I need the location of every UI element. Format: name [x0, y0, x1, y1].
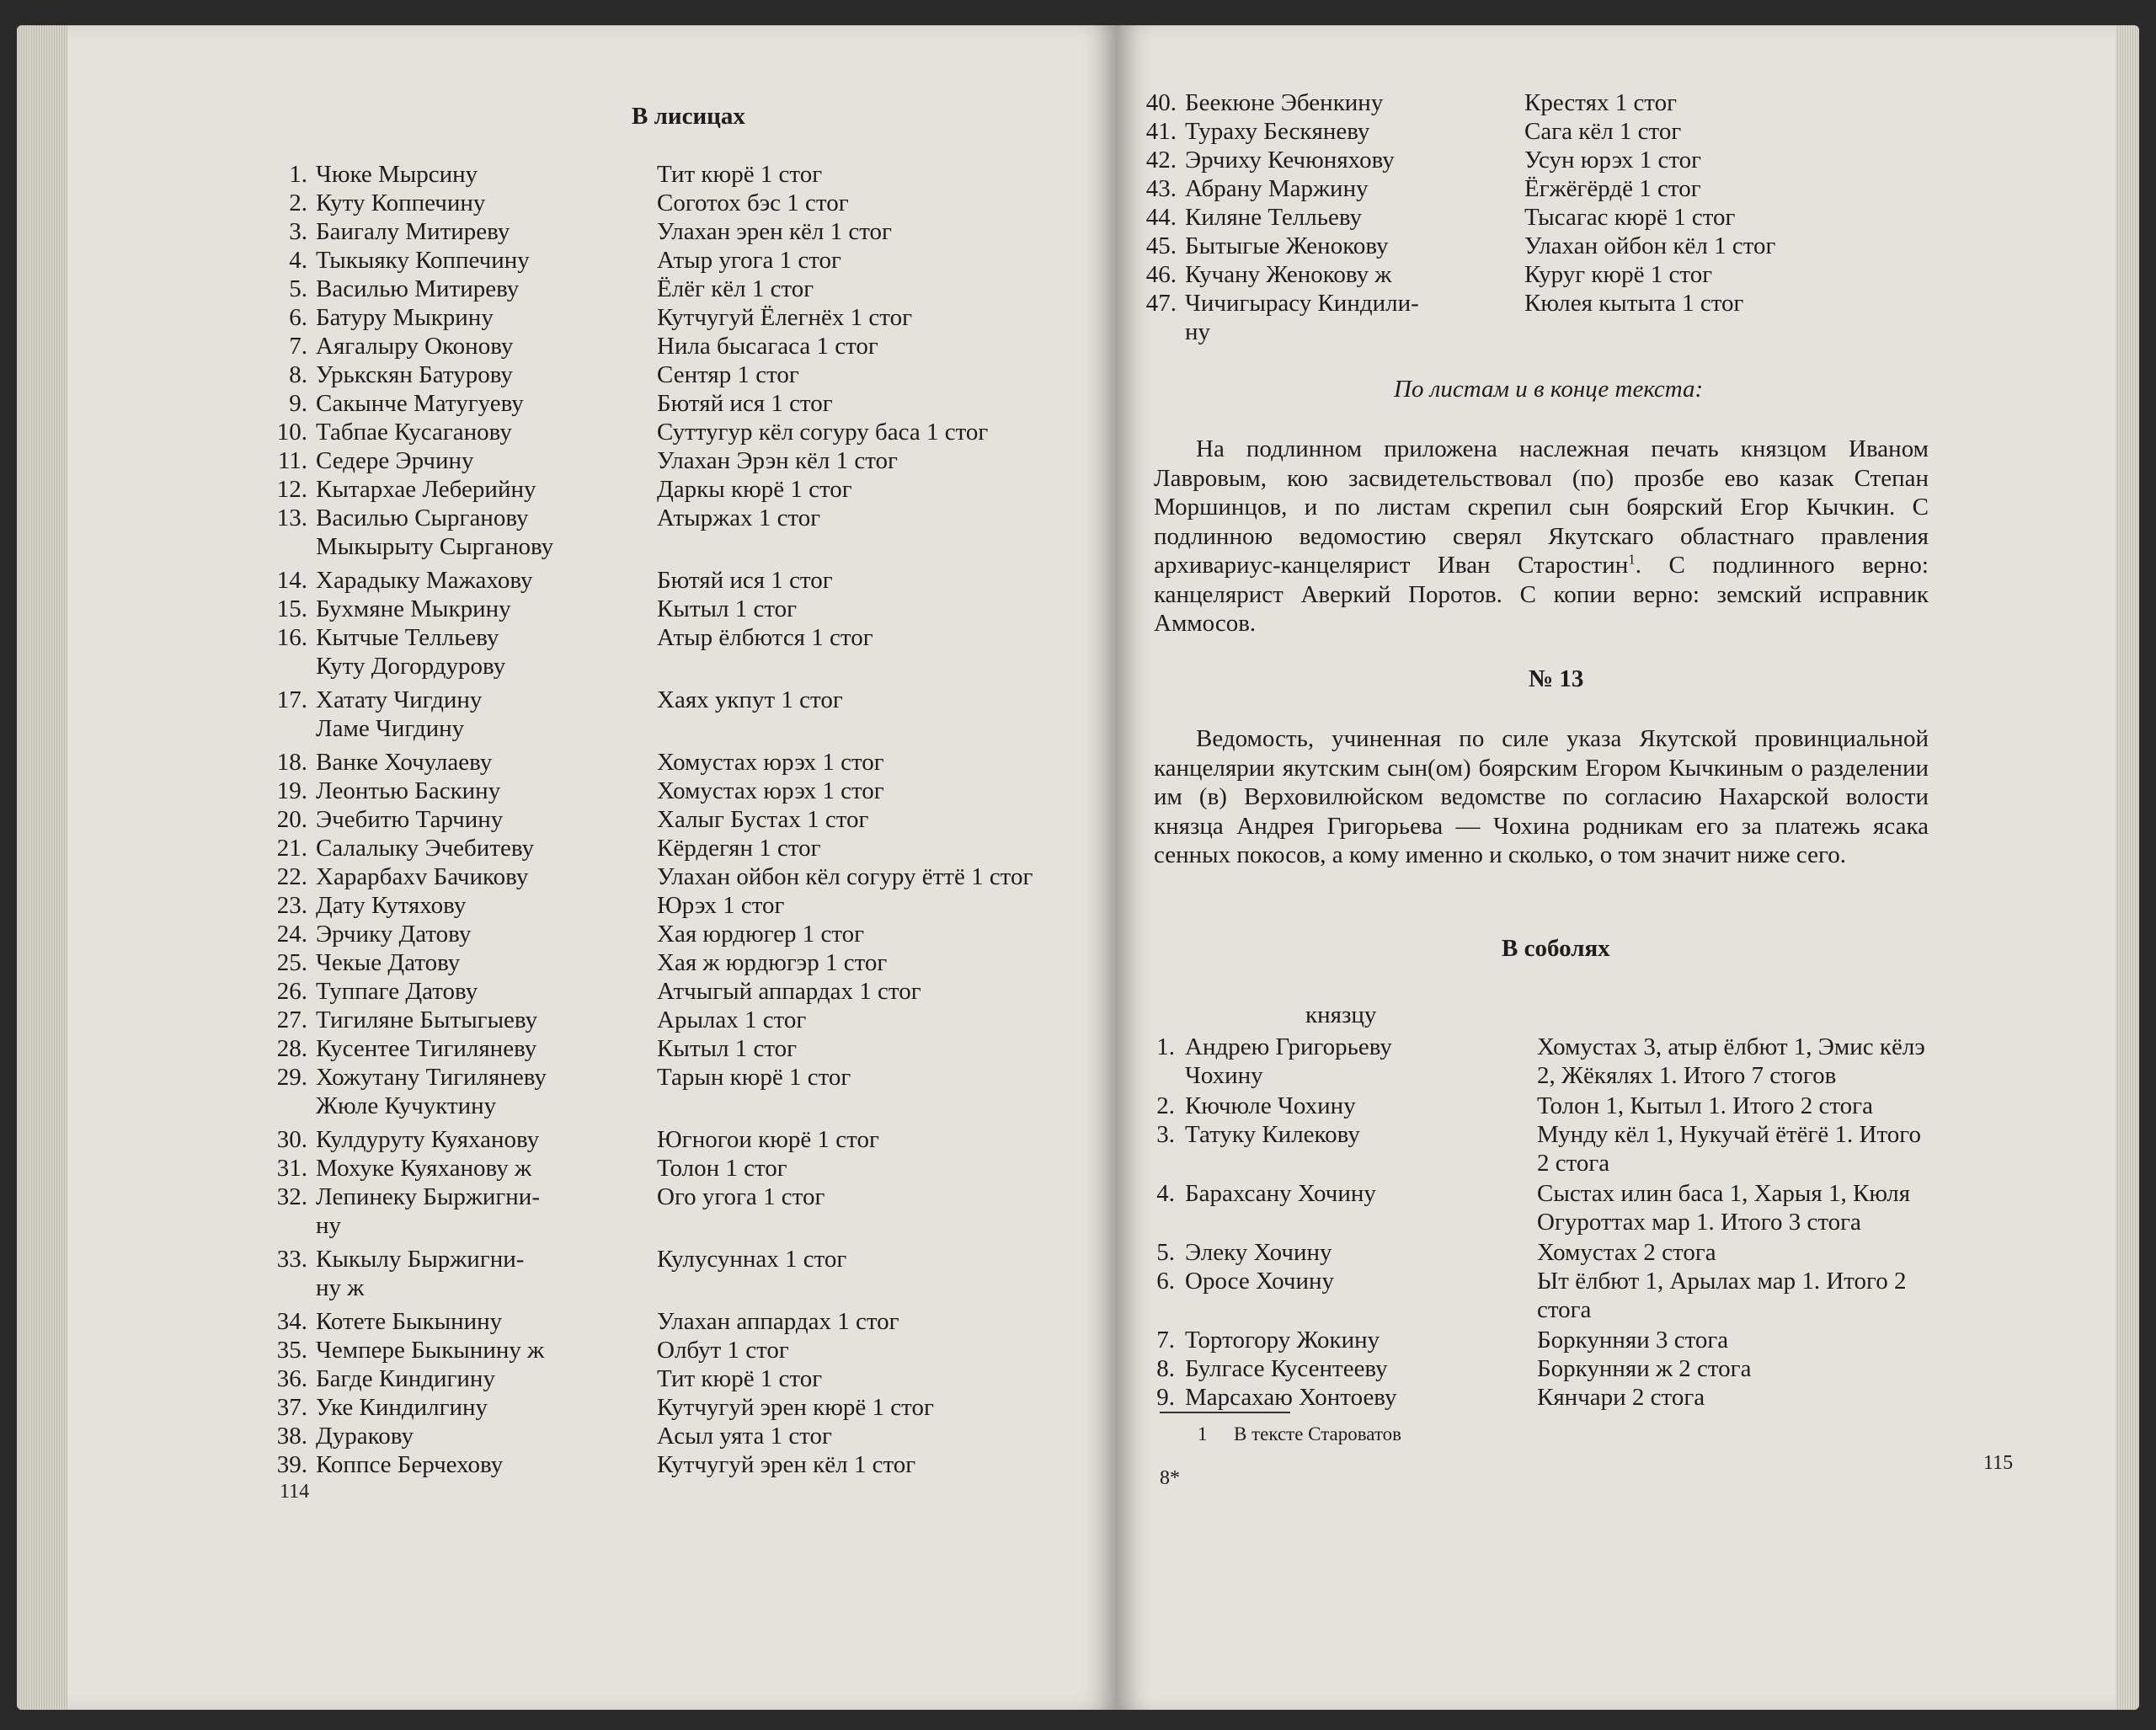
entry-amount: Юрэх 1 стог	[657, 892, 785, 919]
entry-number: 43.	[1145, 175, 1177, 202]
entry-number: 2.	[1156, 1092, 1175, 1119]
paragraph-seal-text: На подлинном приложена наслежная печать князцом Иваном Лавровым, кою засвидетельствовал (по) прозбе ево казак Степан Моршинцов, и по листам скрепил сын боярский Егор Кычкин. С подлинною ведомостию сверял Якутскаго областнаго правления архивариус-канцелярист Иван Старостин	[1154, 435, 1929, 579]
entry-amount: Тарын кюрё 1 стог	[657, 1064, 851, 1091]
entry-name: Салалыку Эчебитеву	[316, 835, 535, 862]
fox-entry-row	[1116, 88, 2139, 117]
entry-name: Баигалу Митиреву	[316, 218, 510, 245]
footnote-marker: 1	[1198, 1423, 1208, 1444]
entry-number: 28.	[276, 1035, 307, 1062]
fox-entry-row	[17, 1154, 1116, 1183]
entry-number: 18.	[276, 749, 307, 776]
entry-amount: Ыт ёлбют 1, Арылах мар 1. Итого 2	[1537, 1268, 1907, 1295]
entry-number: 35.	[276, 1337, 307, 1364]
section-title-sables: В соболях	[1502, 935, 1610, 962]
entry-number: 6.	[1156, 1268, 1175, 1295]
entry-name: Василью Сырганову	[316, 505, 529, 531]
entry-name: Хатату Чигдину	[316, 686, 483, 713]
fox-entry-row	[17, 303, 1116, 332]
entry-number: 34.	[276, 1308, 307, 1335]
fox-entry-row	[1116, 289, 2139, 345]
entry-amount: Тысагас кюрё 1 стог	[1524, 204, 1736, 231]
fox-entry-row	[17, 1422, 1116, 1450]
entry-amount: Арылах 1 стог	[657, 1006, 807, 1033]
fox-entry-row	[17, 1450, 1116, 1479]
entry-amount: Соготох бэс 1 стог	[657, 190, 849, 216]
entry-amount: Улахан аппардах 1 стог	[657, 1308, 899, 1335]
entry-amount: Толон 1 стог	[657, 1155, 787, 1182]
entry-amount-continued: 2, Жёкялях 1. Итого 7 стогов	[1537, 1062, 1837, 1089]
fox-entry-row	[17, 189, 1116, 217]
entry-amount: Олбут 1 стог	[657, 1337, 789, 1364]
entry-amount: Тит кюрё 1 стог	[657, 1365, 823, 1392]
entry-amount: Халыг Бустах 1 стог	[657, 806, 869, 833]
entry-amount: Боркунняи 3 стога	[1537, 1327, 1729, 1354]
fox-entry-row	[1116, 117, 2139, 146]
entry-amount: Крестях 1 стог	[1524, 89, 1677, 116]
fox-entry-row	[17, 1006, 1116, 1034]
entry-name-continued: Мыкырыту Сырганову	[316, 533, 554, 560]
entry-amount: Боркунняи ж 2 стога	[1537, 1355, 1752, 1382]
fox-entry-row	[1116, 260, 2139, 289]
entry-amount: Кытыл 1 стог	[657, 595, 798, 622]
entry-amount: Атыр ёлбются 1 стог	[657, 624, 873, 651]
entry-name: Табпае Кусаганову	[316, 419, 512, 446]
entry-number: 12.	[276, 476, 307, 503]
entry-name: Абрану Маржину	[1185, 175, 1369, 202]
paragraph-seal-text-end: . С подлинного верно: канцелярист Аверкий Поротов. С копии верно: земский исправник Аммосов.	[1154, 552, 1929, 637]
entry-number: 23.	[276, 892, 307, 919]
entry-number: 26.	[276, 978, 307, 1005]
entry-amount: Ёлёг кёл 1 стог	[657, 275, 814, 302]
entry-amount: Атыржах 1 стог	[657, 505, 821, 531]
fox-entry-row	[17, 360, 1116, 389]
entry-name: Эрчику Датову	[316, 921, 472, 948]
fox-entry-row	[17, 1393, 1116, 1422]
sable-entry-row	[1116, 1033, 2139, 1089]
entry-name: Киляне Телльеву	[1185, 204, 1363, 231]
entry-name: Котете Быкынину	[316, 1308, 503, 1335]
fox-entry-row	[17, 1307, 1116, 1336]
entry-name: Батуру Мыкрину	[316, 304, 494, 331]
entry-name: Тигиляне Бытыгыеву	[316, 1006, 538, 1033]
entry-number: 14.	[276, 567, 307, 594]
entry-name: Багде Киндигину	[316, 1365, 495, 1392]
entry-number: 40.	[1145, 89, 1177, 116]
fox-entry-row	[1116, 174, 2139, 203]
entry-number: 44.	[1145, 204, 1177, 231]
entry-name: Эчебитю Тарчину	[316, 806, 504, 833]
fox-entry-row	[17, 160, 1116, 189]
entry-amount: Сентяр 1 стог	[657, 361, 799, 388]
entry-name: Кусентее Тигиляневу	[316, 1035, 537, 1062]
entry-amount: Атыр угога 1 стог	[657, 247, 841, 274]
entry-name: Хожутану Тигиляневу	[316, 1064, 547, 1091]
entry-amount-continued: Огуроттах мар 1. Итого 3 стога	[1537, 1209, 1861, 1236]
sable-entry-row	[1116, 1354, 2139, 1383]
entry-number: 1.	[289, 161, 307, 188]
fox-entry-row	[17, 446, 1116, 475]
entry-name: Туппаге Датову	[316, 978, 478, 1005]
fox-entry-row	[17, 1063, 1116, 1119]
entry-amount: Сыстах илин баса 1, Харыя 1, Кюля	[1537, 1180, 1911, 1207]
entry-number: 33.	[276, 1246, 307, 1273]
entry-number: 27.	[276, 1006, 307, 1033]
footnote-text: В тексте Староватов	[1234, 1423, 1402, 1444]
fox-entry-row	[17, 275, 1116, 303]
entry-name: Лепинеку Быржигни-	[316, 1183, 540, 1210]
entry-name: Кючюле Чохину	[1185, 1092, 1356, 1119]
entry-name: Харадыку Мажахову	[316, 567, 533, 594]
entry-name: Татуку Килекову	[1185, 1121, 1360, 1148]
paragraph-statement	[1154, 724, 1929, 870]
entry-number: 42.	[1145, 147, 1177, 174]
entry-name-continued: ну	[1185, 318, 1211, 345]
entry-amount: Хомустах 3, атыр ёлбют 1, Эмис кёлэ	[1537, 1033, 1925, 1060]
fox-entry-row	[17, 217, 1116, 246]
fox-entry-row	[17, 418, 1116, 446]
fox-entry-row	[17, 1034, 1116, 1063]
entry-name: Мохуке Куяханову ж	[316, 1155, 532, 1182]
fox-entry-row	[17, 246, 1116, 275]
entry-name: Дату Кутяхову	[316, 892, 467, 919]
entry-amount: Кутчугуй эрен кёл 1 стог	[657, 1451, 916, 1478]
entry-number: 6.	[289, 304, 307, 331]
entry-number: 17.	[276, 686, 307, 713]
fox-entry-row	[17, 805, 1116, 834]
entry-number: 13.	[276, 505, 307, 531]
entry-amount: Кулусуннах 1 стог	[657, 1246, 847, 1273]
entry-name: Урькскян Батурову	[316, 361, 513, 388]
fox-entry-row	[17, 595, 1116, 623]
entry-amount: Ого угога 1 стог	[657, 1183, 825, 1210]
entry-amount: Кёрдегян 1 стог	[657, 835, 821, 862]
fox-entry-row	[1116, 232, 2139, 260]
entry-number: 41.	[1145, 118, 1177, 145]
entry-amount: Улахан Эрэн кёл 1 стог	[657, 447, 898, 474]
fox-entry-row	[17, 1125, 1116, 1154]
entry-number: 7.	[289, 333, 307, 360]
fox-entry-row	[17, 834, 1116, 862]
entry-amount: Даркы кюрё 1 стог	[657, 476, 852, 503]
entry-name: Элеку Хочину	[1185, 1239, 1332, 1266]
entry-name: Бухмяне Мыкрину	[316, 595, 511, 622]
entry-amount-continued: 2 стога	[1537, 1150, 1610, 1177]
entry-name: Чемпере Быкынину ж	[316, 1337, 545, 1364]
entry-amount: Хая юрдюгер 1 стог	[657, 921, 865, 948]
entry-amount: Сага кёл 1 стог	[1524, 118, 1682, 145]
entry-name: Бытыгые Женокову	[1185, 232, 1389, 259]
entry-number: 3.	[1156, 1121, 1175, 1148]
fox-entry-row	[17, 862, 1116, 891]
fox-entry-row	[17, 475, 1116, 504]
entry-name: Коппсе Берчехову	[316, 1451, 504, 1478]
entry-name-continued: Чохину	[1185, 1062, 1263, 1089]
entry-name-continued: ну ж	[316, 1274, 365, 1301]
entry-amount: Кюлея кытыта 1 стог	[1524, 290, 1744, 317]
fox-entry-row	[17, 920, 1116, 948]
entry-name: Леонтью Баскину	[316, 777, 501, 804]
entry-name: Тыкыяку Коппечину	[316, 247, 530, 274]
entry-number: 4.	[289, 247, 307, 274]
entry-name: Андрею Григорьеву	[1185, 1033, 1392, 1060]
entry-number: 22.	[276, 863, 307, 890]
sable-entry-row	[1116, 1326, 2139, 1354]
entry-number: 5.	[1156, 1239, 1175, 1266]
entry-amount: Хомустах 2 стога	[1537, 1239, 1716, 1266]
entry-number: 5.	[289, 275, 307, 302]
entry-number: 8.	[1156, 1355, 1175, 1382]
fox-entry-row	[17, 948, 1116, 977]
entry-amount: Хаях укпут 1 стог	[657, 686, 843, 713]
entry-name: Марсахаю Хонтоеву	[1185, 1384, 1397, 1411]
entry-amount: Куруг кюрё 1 стог	[1524, 261, 1713, 288]
entry-number: 3.	[289, 218, 307, 245]
fox-entry-row	[17, 332, 1116, 360]
page-number-right: 115	[1983, 1452, 2014, 1474]
entry-amount: Толон 1, Кытыл 1. Итого 2 стога	[1537, 1092, 1873, 1119]
entry-name: Оросе Хочину	[1185, 1268, 1335, 1295]
entry-number: 25.	[276, 949, 307, 976]
entry-name: Сакынче Матугуеву	[316, 390, 524, 417]
entry-name-continued: Куту Догордурову	[316, 653, 506, 680]
fox-entry-row	[17, 1364, 1116, 1393]
entry-amount: Атчыгый аппардах 1 стог	[657, 978, 921, 1005]
fox-entry-row	[17, 748, 1116, 777]
signature-mark: 8*	[1160, 1467, 1180, 1489]
entry-name: Кучану Женокову ж	[1185, 261, 1392, 288]
entry-name: Кулдуруту Куяханову	[316, 1126, 540, 1153]
entry-amount: Бютяй ися 1 стог	[657, 567, 833, 594]
entry-number: 8.	[289, 361, 307, 388]
entry-name-continued: Ламе Чигдину	[316, 715, 465, 742]
entry-number: 45.	[1145, 232, 1177, 259]
entry-amount: Хомустах юрэх 1 стог	[657, 777, 884, 804]
entry-name: Василью Митиреву	[316, 275, 520, 302]
left-page	[17, 25, 1116, 1710]
paragraph-statement-text: Ведомость, учиненная по силе указа Якутской провинциальной канцелярии якутским сын(ом) боярским Егором Кычкиным о разделении им (в) Верховилюйском ведомстве по согласию Нахарской волости князца Андрея Григорьева — Чохина родникам его за платежь ясака сенных покосов, а кому именно и сколько, о том значит ниже сего.	[1154, 725, 1929, 868]
entry-number: 32.	[276, 1183, 307, 1210]
entry-name: Ванке Хочулаеву	[316, 749, 493, 776]
sable-entry-row	[1116, 1238, 2139, 1267]
entry-amount: Югногои кюрё 1 стог	[657, 1126, 879, 1153]
entry-name: Кыкылу Быржигни-	[316, 1246, 525, 1273]
entry-name: Беекюне Эбенкину	[1185, 89, 1384, 116]
fox-entry-row	[17, 686, 1116, 742]
entry-amount: Суттугур кёл согуру баса 1 стог	[657, 419, 989, 446]
entry-amount: Хая ж юрдюгэр 1 стог	[657, 949, 888, 976]
paragraph-seal-note	[1154, 435, 1929, 638]
right-page	[1116, 25, 2139, 1710]
fox-entry-row	[17, 389, 1116, 418]
fox-entry-row	[17, 977, 1116, 1006]
entry-amount: Кутчугуй Ёлегнёх 1 стог	[657, 304, 912, 331]
footnote-rule	[1160, 1412, 1290, 1413]
entry-amount: Тит кюрё 1 стог	[657, 161, 823, 188]
entry-number: 9.	[289, 390, 307, 417]
entry-amount: Улахан эрен кёл 1 стог	[657, 218, 892, 245]
entry-amount: Улахан ойбон кёл 1 стог	[1524, 232, 1776, 259]
open-book	[17, 25, 2139, 1718]
entry-name-continued: Жюле Кучуктину	[316, 1092, 497, 1119]
entry-name: Уке Киндилгину	[316, 1394, 488, 1421]
entry-number: 4.	[1156, 1180, 1175, 1207]
entry-number: 38.	[276, 1423, 307, 1450]
entry-name: Куту Коппечину	[316, 190, 486, 216]
entry-amount: Кянчари 2 стога	[1537, 1384, 1705, 1411]
entry-name: Кытчые Телльеву	[316, 624, 499, 651]
entry-name: Барахсану Хочину	[1185, 1180, 1376, 1207]
entry-number: 39.	[276, 1451, 307, 1478]
fox-entry-row	[17, 623, 1116, 680]
subheading-knyazets: князцу	[1305, 1001, 1377, 1028]
entry-name: Дуракову	[316, 1423, 414, 1450]
fox-entry-row	[17, 1245, 1116, 1301]
entry-amount: Хомустах юрэх 1 стог	[657, 749, 884, 776]
entry-number: 31.	[276, 1155, 307, 1182]
entry-amount-continued: стога	[1537, 1296, 1592, 1323]
entry-name: Харарбахv Бачикову	[316, 863, 529, 890]
entry-number: 7.	[1156, 1327, 1175, 1354]
entry-amount: Ёгжёгёрдё 1 стог	[1524, 175, 1701, 202]
entry-number: 11.	[277, 447, 307, 474]
entry-number: 21.	[276, 835, 307, 862]
italic-heading: По листам и в конце текста:	[1394, 376, 1704, 403]
entry-number: 19.	[276, 777, 307, 804]
fox-entry-row	[17, 566, 1116, 595]
entry-amount: Нила бысагаса 1 стог	[657, 333, 878, 360]
entry-number: 37.	[276, 1394, 307, 1421]
entry-name: Чичигырасу Киндили-	[1185, 290, 1419, 317]
entry-amount: Кутчугуй эрен кюрё 1 стог	[657, 1394, 934, 1421]
entry-amount: Кытыл 1 стог	[657, 1035, 798, 1062]
fox-entry-row	[1116, 203, 2139, 232]
footnote-ref: 1	[1628, 551, 1636, 568]
entry-name: Эрчиху Кечюняхову	[1185, 147, 1395, 174]
entry-amount: Усун юрэх 1 стог	[1524, 147, 1702, 174]
fox-entry-row	[17, 1183, 1116, 1239]
sable-entry-row	[1116, 1383, 2139, 1412]
entry-number: 9.	[1156, 1384, 1175, 1411]
document-number: № 13	[1529, 665, 1584, 692]
entry-number: 10.	[276, 419, 307, 446]
entry-name: Седере Эрчину	[316, 447, 474, 474]
entry-number: 30.	[276, 1126, 307, 1153]
entry-number: 24.	[276, 921, 307, 948]
entry-number: 1.	[1156, 1033, 1175, 1060]
fox-entry-row	[17, 891, 1116, 920]
page-number-left: 114	[280, 1481, 310, 1503]
entry-name: Чюке Мырсину	[316, 161, 478, 188]
entry-name: Тураху Бескяневу	[1185, 118, 1370, 145]
section-title-foxes: В лисицах	[632, 103, 745, 130]
entry-number: 16.	[276, 624, 307, 651]
entry-name-continued: ну	[316, 1212, 342, 1239]
entry-amount: Улахан ойбон кёл согуру ёттё 1 стог	[657, 863, 1033, 890]
sable-entry-row	[1116, 1120, 2139, 1177]
fox-entry-row	[17, 504, 1116, 560]
sable-entry-row	[1116, 1267, 2139, 1323]
entry-name: Чекые Датову	[316, 949, 461, 976]
entry-number: 15.	[276, 595, 307, 622]
entry-number: 46.	[1145, 261, 1177, 288]
sable-entry-row	[1116, 1092, 2139, 1120]
entry-name: Булгасе Кусентееву	[1185, 1355, 1388, 1382]
entry-number: 47.	[1145, 290, 1177, 317]
entry-name: Аягалыру Оконову	[316, 333, 514, 360]
entry-number: 29.	[276, 1064, 307, 1091]
entry-number: 2.	[289, 190, 307, 216]
entry-amount: Мунду кёл 1, Нукучай ётёгё 1. Итого	[1537, 1121, 1921, 1148]
sable-entry-row	[1116, 1179, 2139, 1236]
fox-entry-row	[17, 777, 1116, 805]
entry-number: 36.	[276, 1365, 307, 1392]
entry-number: 20.	[276, 806, 307, 833]
fox-entry-row	[1116, 146, 2139, 174]
entry-name: Тортогору Жокину	[1185, 1327, 1380, 1354]
fox-entry-row	[17, 1336, 1116, 1364]
entry-name: Кытархае Леберийну	[316, 476, 536, 503]
entry-amount: Асыл уята 1 стог	[657, 1423, 832, 1450]
entry-amount: Бютяй ися 1 стог	[657, 390, 833, 417]
